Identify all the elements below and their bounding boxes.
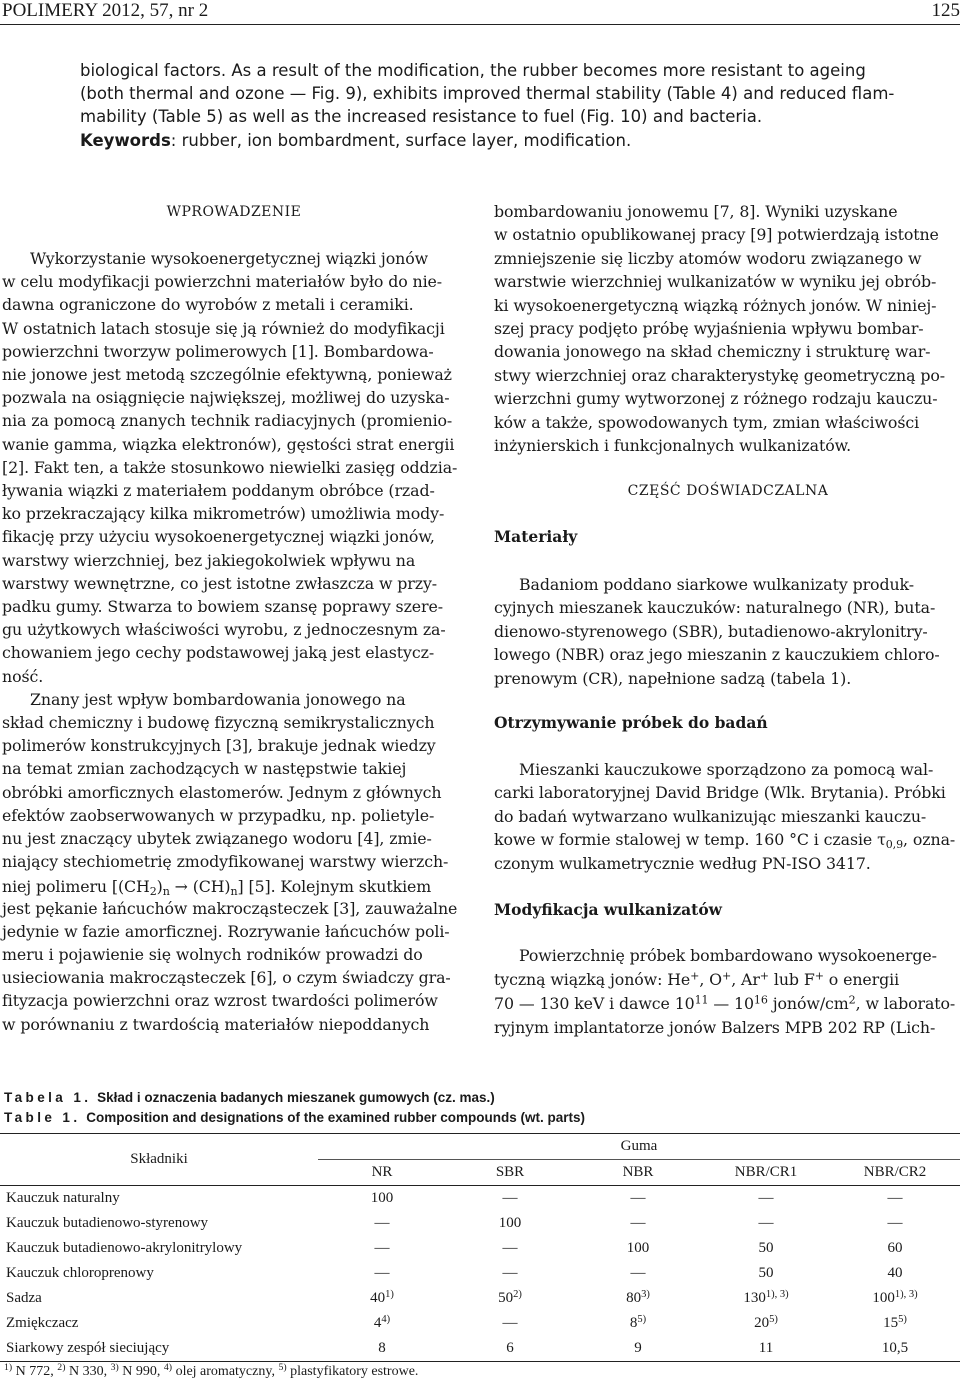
table-cell <box>574 1261 702 1286</box>
column-header: NBR/CR2 <box>830 1160 960 1186</box>
cell-value: 15 <box>883 1315 899 1331</box>
text-line: ko przekraczający kilka mikrometrów) umożliwia mody- <box>2 504 445 524</box>
table-row <box>0 1286 960 1311</box>
formula-subscript: n <box>162 884 170 898</box>
cell-value: 100 <box>626 1240 650 1256</box>
text-line: warstwy wierzchniej, bez jakiegokolwiek wpływu na <box>2 550 416 570</box>
formula-line <box>2 875 431 898</box>
caption-text: Composition and designations of the examined rubber compounds (wt. parts) <box>86 1110 586 1125</box>
text-line: szej pracy podjęto próbę wyjaśnienia wpływu bombar- <box>494 319 924 338</box>
table-cell <box>830 1336 960 1362</box>
text-span: tyczną wiązką jonów: He <box>494 970 691 989</box>
cell-value: — <box>374 1215 390 1231</box>
cell-footnote-marker: 1), 3) <box>894 1288 918 1300</box>
table-cell <box>318 1236 446 1261</box>
table-cell <box>574 1236 702 1261</box>
table-cell <box>446 1261 574 1286</box>
table-cell <box>830 1261 960 1286</box>
formula-text: ] [5]. Kolejnym skutkiem <box>237 877 432 896</box>
table-row <box>0 1211 960 1236</box>
text-line: lowego (NBR) oraz jego mieszanin z kauczukiem chloro- <box>494 645 940 665</box>
text-line: jedynie w fazie amorficznej. Rozrywanie łańcuchów poli- <box>2 921 450 941</box>
text-line: niający stechiometrię zmodyfikowanej warstwy wierzch- <box>2 852 449 872</box>
table-cell <box>702 1186 830 1212</box>
table-cell <box>830 1236 960 1261</box>
text-line: Znany jest wpływ bombardowania jonowego na <box>30 689 406 709</box>
column-header: NBR <box>574 1160 702 1186</box>
row-label: Kauczuk butadienowo-styrenowy <box>6 1215 209 1231</box>
text-line: ki wysokoenergetyczną wiązką różnych jonów. W niniej- <box>494 295 937 315</box>
modification-line: Powierzchnię próbek bombardowano wysokoenerge- <box>519 946 937 965</box>
text-line: ność. <box>2 666 44 686</box>
section-heading-experimental: CZĘŚĆ DOŚWIADCZALNA <box>627 483 829 499</box>
samples-line <box>494 828 955 851</box>
table-cell <box>702 1261 830 1286</box>
cell-value: 4 <box>373 1315 382 1331</box>
table-footnote <box>4 1364 418 1380</box>
cell-value: — <box>758 1190 774 1206</box>
table-cell <box>446 1211 574 1236</box>
text-span: o energii <box>823 970 900 989</box>
table-cell <box>574 1186 702 1212</box>
cell-value: 100 <box>370 1190 394 1206</box>
text-line: w celu modyfikacji powierzchni materiałów było do nie- <box>2 272 443 292</box>
text-span: , ozna- <box>903 830 956 849</box>
text-line: skład chemiczny i budowę fizyczną semikrystalicznych <box>2 713 435 732</box>
text-line: prenowym (CR), napełnione sadzą (tabela 1). <box>494 668 852 688</box>
text-line: nia za pomocą znanych technik radiacyjnych (promienio- <box>2 411 453 431</box>
text-line: pozwala na osiągnięcie największej, możliwej do uzyska- <box>2 388 450 408</box>
cell-value: 11 <box>758 1340 774 1356</box>
composition-table <box>0 1133 960 1362</box>
column-header: NR <box>318 1160 446 1186</box>
text-line: dawna ograniczone do wyrobów z metali i ceramiki. <box>2 295 414 315</box>
table-cell <box>702 1236 830 1261</box>
text-line: Wykorzystanie wysokoenergetycznej wiązki jonów <box>30 249 429 268</box>
cell-footnote-marker: 5) <box>637 1313 647 1325</box>
text-line: nu jest znaczący ubytek związanego wodoru [4], zmie- <box>2 829 432 848</box>
group-header: Guma <box>318 1134 960 1160</box>
text-span: , O <box>699 970 723 989</box>
cell-value: — <box>502 1265 518 1281</box>
row-label: Kauczuk naturalny <box>6 1190 120 1206</box>
text-line: W ostatnich latach stosuje się ją również do modyfikacji <box>2 318 445 338</box>
table-cell <box>702 1336 830 1362</box>
modification-line: ryjnym implantatorze jonów Balzers MPB 202 RP (Lich- <box>494 1018 936 1037</box>
caption-text: Skład i oznaczenia badanych mieszanek gumowych (cz. mas.) <box>97 1090 495 1105</box>
text-line: powierzchni tworzyw polimerowych [1]. Bombardowa- <box>2 341 434 361</box>
cell-value: 40 <box>887 1265 903 1281</box>
text-span: 70 — 130 keV i dawce 10 <box>494 994 695 1013</box>
text-span: jonów/cm <box>767 994 849 1013</box>
text-line: w porównaniu z twardością materiałów niepoddanych <box>2 1014 430 1034</box>
table-row <box>0 1261 960 1286</box>
exponent-superscript: 11 <box>694 993 709 1007</box>
text-line: fityzacja powierzchni oraz wzrost twardości polimerów <box>2 991 438 1011</box>
table-cell <box>446 1286 574 1311</box>
text-line: polimerów konstrukcyjnych [3], brakuje jednak wiedzy <box>2 736 436 756</box>
abstract-line: (both thermal and ozone — Fig. 9), exhibits improved thermal stability (Table 4) and reduced flam- <box>80 84 895 103</box>
cell-value: 20 <box>754 1315 770 1331</box>
text-line: efektów zaobserwowanych w przypadku, np. polietyle- <box>2 805 435 825</box>
table-cell <box>318 1186 446 1212</box>
formula-subscript: 2 <box>149 884 157 898</box>
modification-line <box>494 992 955 1015</box>
subsection-heading-samples: Otrzymywanie próbek do badań <box>494 713 768 732</box>
text-line: dowania jonowego na skład chemiczny i strukturę war- <box>494 342 931 362</box>
footnote-text: N 772, <box>12 1364 58 1379</box>
cell-value: — <box>887 1215 903 1231</box>
abstract-line: mability (Table 5) as well as the increased resistance to fuel (Fig. 10) and bacteria. <box>80 107 763 126</box>
charge-superscript: + <box>814 969 824 983</box>
cell-value: 8 <box>629 1315 638 1331</box>
cell-value: — <box>502 1315 518 1331</box>
text-line: wierzchni gumy wytworzonej z różnego rodzaju kauczu- <box>494 389 938 409</box>
cell-footnote-marker: 5) <box>898 1313 907 1325</box>
cell-value: — <box>887 1190 903 1206</box>
abstract-line: biological factors. As a result of the modification, the rubber becomes more resistant to ageing <box>80 61 866 80</box>
text-line: zmniejszenie się liczby atomów wodoru związanego w <box>494 248 922 268</box>
footnote-text: N 990, <box>118 1364 164 1379</box>
text-line: meru i pojawienie się wolnych rodników prowadzi do <box>2 945 423 964</box>
table-cell <box>318 1336 446 1362</box>
subsection-heading-modification: Modyfikacja wulkanizatów <box>494 900 723 919</box>
text-line: [2]. Fakt ten, a także stosunkowo niewielki zasięg oddzia- <box>2 457 458 477</box>
text-line: stwy wierzchniej oraz charakterystykę geometryczną po- <box>494 365 945 385</box>
row-label: Kauczuk chloroprenowy <box>6 1265 154 1281</box>
cell-value: — <box>374 1265 390 1281</box>
text-span: kowe w formie stalowej w temp. 160 °C i czasie <box>494 830 878 849</box>
table-cell <box>446 1336 574 1362</box>
footnote-marker: 1) <box>4 1362 13 1374</box>
table-row <box>0 1236 960 1261</box>
footnote-marker: 2) <box>57 1362 66 1374</box>
text-line: ków a także, spowodowanych tym, zmian właściwości <box>494 412 920 432</box>
page-number: 125 <box>931 0 960 21</box>
keywords-line <box>80 130 631 152</box>
subsection-heading-materials: Materiały <box>494 527 578 546</box>
text-line: usieciowania makrocząsteczek [6], o czym świadczy gra- <box>2 968 451 988</box>
caption-label: Tabela 1. <box>4 1090 92 1105</box>
cell-footnote-marker: 4) <box>381 1313 391 1325</box>
text-line: nie jonowe jest metodą szczególnie efektywną, ponieważ <box>2 365 452 384</box>
page-header <box>0 0 960 25</box>
table-cell <box>574 1211 702 1236</box>
column-header: SBR <box>446 1160 574 1186</box>
table-row <box>0 1186 960 1212</box>
table-cell <box>830 1211 960 1236</box>
text-line: dienowo-styrenowego (SBR), butadienowo-akrylonitry- <box>494 621 928 641</box>
samples-line: czonym wulkametrycznie według PN-ISO 3417. <box>494 854 871 873</box>
row-header: Składniki <box>0 1134 318 1186</box>
cell-value: 100 <box>498 1215 522 1231</box>
table-cell <box>574 1336 702 1362</box>
footnote-marker: 3) <box>110 1362 119 1374</box>
footnote-text: olej aromatyczny, <box>172 1364 279 1379</box>
charge-superscript: + <box>722 969 732 983</box>
footnote-text: plastyfikatory estrowe. <box>286 1364 419 1379</box>
cell-footnote-marker: 1) <box>385 1288 394 1300</box>
cell-value: 8 <box>378 1340 386 1356</box>
table-caption-en <box>4 1110 585 1125</box>
row-label: Zmiękczacz <box>6 1315 79 1331</box>
table-cell <box>446 1186 574 1212</box>
keywords-text: : rubber, ion bombardment, surface layer, modification. <box>170 131 632 150</box>
text-line: cyjnych mieszanek kauczuków: naturalnego (NR), buta- <box>494 598 936 618</box>
cell-footnote-marker: 5) <box>769 1313 778 1325</box>
table-cell <box>318 1286 446 1311</box>
table-cell <box>446 1311 574 1336</box>
modification-line <box>494 968 899 991</box>
cell-value: — <box>502 1240 518 1256</box>
table-cell <box>446 1236 574 1261</box>
text-line: Mieszanki kauczukowe sporządzono za pomocą wal- <box>519 760 934 779</box>
text-line: inżynierskich i funkcjonalnych wulkanizatów. <box>494 436 852 455</box>
text-line: bombardowaniu jonowemu [7, 8]. Wyniki uzyskane <box>494 202 898 221</box>
table-cell <box>318 1211 446 1236</box>
table-cell <box>830 1186 960 1212</box>
cell-value: 130 <box>743 1290 766 1306</box>
text-span: , w laborato- <box>855 994 956 1013</box>
cell-value: 60 <box>887 1240 903 1256</box>
table-cell <box>702 1311 830 1336</box>
table-row <box>0 1336 960 1362</box>
footnote-text: N 330, <box>65 1364 111 1379</box>
cell-value: — <box>758 1215 774 1231</box>
text-span: lub F <box>768 970 815 989</box>
text-span: , Ar <box>731 970 760 989</box>
text-line: ływania wiązki z materiałem poddanym obróbce (rzad- <box>2 481 435 500</box>
text-line: warstwy wewnętrzne, co jest istotne zwłaszcza w przy- <box>2 573 438 593</box>
text-span: — 10 <box>708 994 754 1013</box>
tau-symbol: τ <box>877 830 886 849</box>
formula-subscript: n <box>230 884 238 898</box>
text-line: carki laboratoryjnej David Bridge (Wlk. Brytania). Próbki <box>494 783 946 803</box>
section-heading-introduction: WPROWADZENIE <box>166 204 302 220</box>
cell-value: — <box>630 1265 646 1281</box>
text-line: jest pękanie łańcuchów makrocząsteczek [3], zauważalne <box>2 898 458 918</box>
table-cell <box>574 1286 702 1311</box>
table-cell <box>702 1286 830 1311</box>
footnote-marker: 5) <box>278 1362 287 1374</box>
table-cell <box>702 1211 830 1236</box>
cell-value: — <box>630 1215 646 1231</box>
table-cell <box>318 1311 446 1336</box>
cell-value: 9 <box>634 1340 642 1356</box>
formula-text: niej polimeru [(CH <box>2 877 150 896</box>
charge-superscript: + <box>759 969 769 983</box>
text-line: warstwie wierzchniej wulkanizatów w wyniku jej obrób- <box>494 272 937 292</box>
cell-value: 40 <box>370 1290 386 1306</box>
cell-value: — <box>374 1240 390 1256</box>
table-caption-pl <box>4 1090 495 1105</box>
table-row <box>0 1311 960 1336</box>
arrow-symbol: → <box>169 877 193 896</box>
text-line: fikację przy użyciu wysokoenergetycznej wiązki jonów, <box>2 527 435 547</box>
cell-value: 50 <box>498 1290 514 1306</box>
table-cell <box>574 1311 702 1336</box>
charge-superscript: + <box>690 969 700 983</box>
text-line: na temat zmian zachodzących w następstwie takiej <box>2 759 407 779</box>
cell-value: — <box>630 1190 646 1206</box>
formula-text: ) <box>156 877 163 896</box>
cell-value: 100 <box>872 1290 895 1306</box>
exponent-superscript: 2 <box>848 993 856 1007</box>
cell-value: 50 <box>758 1265 774 1281</box>
text-line: chowaniem jego cechy podstawowej jaką jest elastycz- <box>2 643 435 663</box>
journal-title: POLIMERY 2012, 57, nr 2 <box>2 0 209 21</box>
cell-footnote-marker: 1), 3) <box>765 1288 789 1300</box>
cell-value: — <box>502 1190 518 1206</box>
text-line: w ostatnio opublikowanej pracy [9] potwierdzają istotne <box>494 225 939 245</box>
cell-value: 50 <box>758 1240 774 1256</box>
text-line: wanie gamma, wiązka elektronów), gęstości strat energii <box>2 434 455 454</box>
cell-footnote-marker: 3) <box>641 1288 650 1300</box>
cell-value: 6 <box>506 1340 514 1356</box>
text-line: obróbki amorficznych elastomerów. Jednym z głównych <box>2 782 442 802</box>
column-header: NBR/CR1 <box>702 1160 830 1186</box>
text-line: padku gumy. Stwarza to bowiem szansę poprawy szere- <box>2 597 443 616</box>
keywords-label: Keywords <box>80 131 171 150</box>
cell-footnote-marker: 2) <box>513 1288 522 1300</box>
formula-text: (CH) <box>192 877 231 896</box>
text-line: Badaniom poddano siarkowe wulkanizaty produk- <box>519 575 914 594</box>
table-cell <box>830 1286 960 1311</box>
tau-subscript: 0,9 <box>885 837 904 851</box>
text-line: gu użytkowych właściwości wyrobu, z jednoczesnym za- <box>2 620 446 640</box>
caption-label: Table 1. <box>4 1110 81 1125</box>
text-line: do badań wytwarzano wulkanizując mieszanki kauczu- <box>494 806 927 826</box>
table-cell <box>830 1311 960 1336</box>
cell-value: 10,5 <box>881 1340 909 1356</box>
row-label: Kauczuk butadienowo-akrylonitrylowy <box>6 1240 243 1256</box>
exponent-superscript: 16 <box>753 993 768 1007</box>
cell-value: 80 <box>626 1290 642 1306</box>
row-label: Sadza <box>6 1290 42 1306</box>
table-cell <box>318 1261 446 1286</box>
footnote-marker: 4) <box>163 1362 173 1374</box>
row-label: Siarkowy zespół sieciujący <box>0 1336 318 1362</box>
